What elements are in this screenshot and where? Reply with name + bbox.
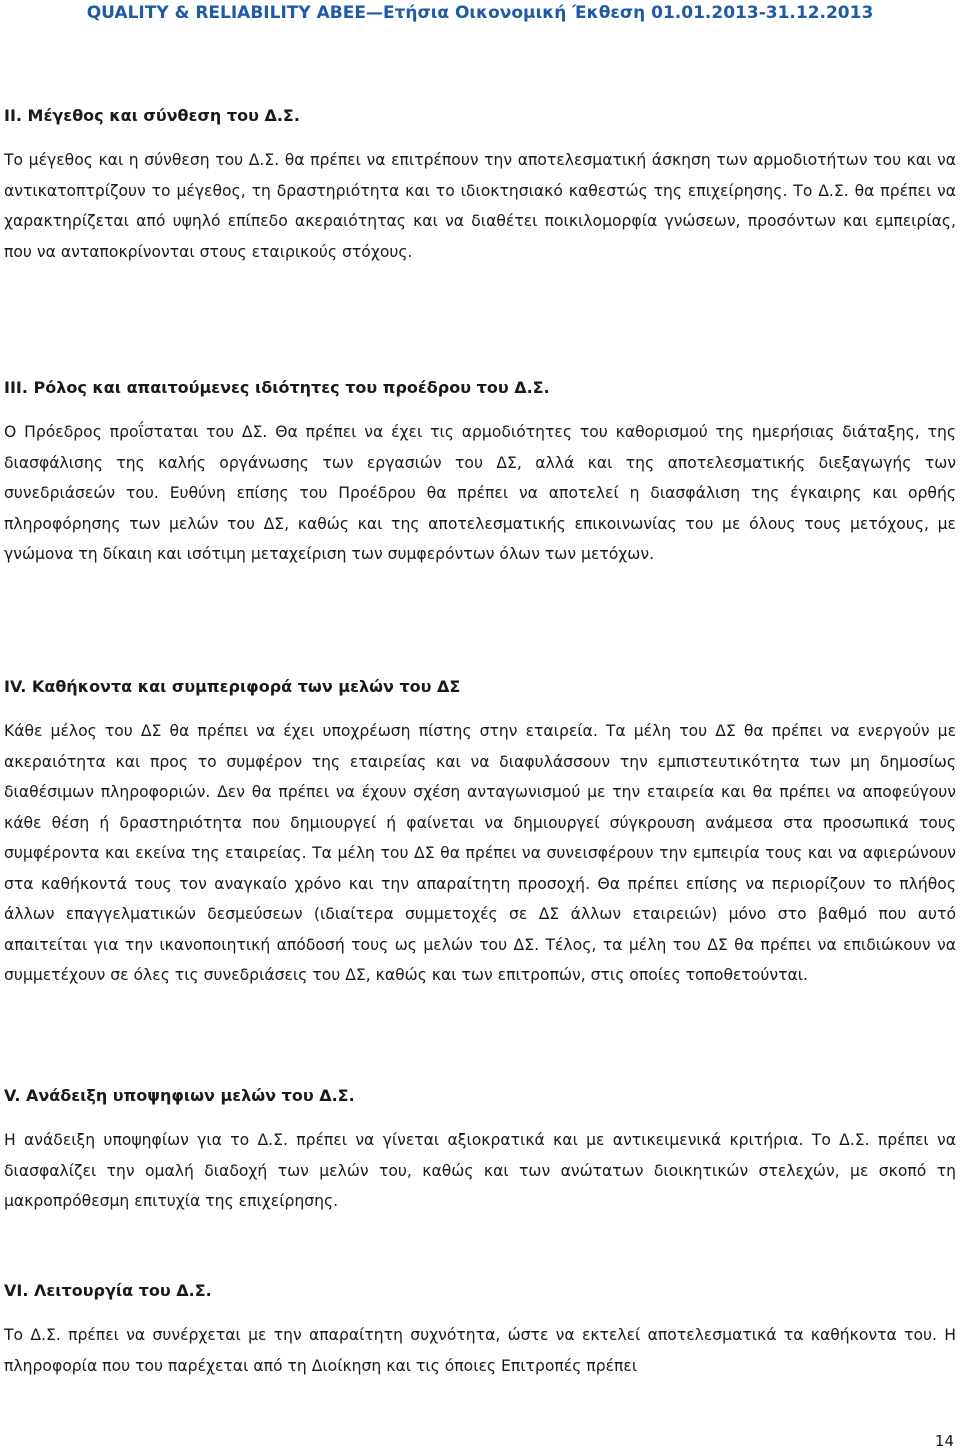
section-heading: V. Ανάδειξη υποψηφιων μελών του Δ.Σ. <box>4 1086 355 1105</box>
section-heading: IV. Καθήκοντα και συμπεριφορά των μελών του ΔΣ <box>4 677 461 696</box>
section-member-duties <box>4 677 956 991</box>
section-candidate-nomination <box>4 1086 956 1217</box>
section-heading: VI. Λειτουργία του Δ.Σ. <box>4 1281 212 1300</box>
section-board-operation <box>4 1281 956 1381</box>
page-number: 14 <box>934 1432 954 1450</box>
section-chairman-role <box>4 378 956 570</box>
section-heading: II. Μέγεθος και σύνθεση του Δ.Σ. <box>4 106 300 125</box>
section-paragraph: Κάθε μέλος του ΔΣ θα πρέπει να έχει υποχρέωση πίστης στην εταιρεία. Τα μέλη του ΔΣ θα πρέπει να ενεργούν με ακεραιότητα και προς το συμφέρον της εταιρείας και να διαφυλάσσουν την εμπιστευτικότητα των μη δημοσίως διαθέσιμων πληροφοριών. Δεν θα πρέπει να έχουν σχέση ανταγωνισμού με την εταιρεία και θα πρέπει να αποφεύγουν κάθε θέση ή δραστηριότητα που δημιουργεί ή φαίνεται να δημιουργεί σύγκρουση ανάμεσα στα προσωπικά τους συμφέροντα και εκείνα της εταιρείας. Τα μέλη του ΔΣ θα πρέπει να συνεισφέρουν την εμπειρία τους και να αφιερώνουν στα καθήκοντά τους τον αναγκαίο χρόνο και την απαραίτητη προσοχή. Θα πρέπει επίσης να περιορίζουν το πλήθος άλλων επαγγελματικών δεσμεύσεων (ιδιαίτερα συμμετοχές σε ΔΣ άλλων εταιρειών) μόνο στο βαθμό που αυτό απαιτείται για την ικανοποιητική απόδοσή τους ως μελών του ΔΣ. Τέλος, τα μέλη του ΔΣ θα πρέπει να επιδιώκουν να συμμετέχουν σε όλες τις συνεδριάσεις του ΔΣ, καθώς και των επιτροπών, στις οποίες τοποθετούνται. <box>4 722 956 984</box>
section-paragraph: Το Δ.Σ. πρέπει να συνέρχεται με την απαραίτητη συχνότητα, ώστε να εκτελεί αποτελεσματικά τα καθήκοντα του. Η πληροφορία που του παρέχεται από τη Διοίκηση και τις όποιες Επιτροπές πρέπει <box>4 1326 956 1375</box>
section-paragraph: Ο Πρόεδρος προΐσταται του ΔΣ. Θα πρέπει να έχει τις αρμοδιότητες του καθορισμού της ημερήσιας διάταξης, της διασφάλισης της καλής οργάνωσης των εργασιών του ΔΣ, αλλά και της αποτελεσματικής διεξαγωγής των συνεδριάσεών του. Ευθύνη επίσης του Προέδρου θα πρέπει να αποτελεί η διασφάλιση της έγκαιρης και ορθής πληροφόρησης των μελών του ΔΣ, καθώς και της αποτελεσματικής επικοινωνίας του με όλους τους μετόχους, με γνώμονα τη δίκαιη και ισότιμη μεταχείριση των συμφερόντων όλων των μετόχων. <box>4 423 956 563</box>
section-board-size <box>4 106 956 267</box>
document-header-title: QUALITY & RELIABILITY ABEE—Ετήσια Οικονομική Έκθεση 01.01.2013-31.12.2013 <box>86 3 874 23</box>
section-heading: III. Ρόλος και απαιτούμενες ιδιότητες του προέδρου του Δ.Σ. <box>4 378 550 397</box>
section-paragraph: Η ανάδειξη υποψηφίων για το Δ.Σ. πρέπει να γίνεται αξιοκρατικά και με αντικειμενικά κριτήρια. Το Δ.Σ. πρέπει να διασφαλίζει την ομαλή διαδοχή των μελών του, καθώς και των ανώτατων διοικητικών στελεχών, με σκοπό τη μακροπρόθεσμη επιτυχία της επιχείρησης. <box>4 1131 956 1210</box>
section-paragraph: Το μέγεθος και η σύνθεση του Δ.Σ. θα πρέπει να επιτρέπουν την αποτελεσματική άσκηση των αρμοδιοτήτων του και να αντικατοπτρίζουν το μέγεθος, τη δραστηριότητα και το ιδιοκτησιακό καθεστώς της επιχείρησης. Το Δ.Σ. θα πρέπει να χαρακτηρίζεται από υψηλό επίπεδο ακεραιότητας και να διαθέτει ποικιλομορφία γνώσεων, προσόντων και εμπειρίας, που να ανταποκρίνονται στους εταιρικούς στόχους. <box>4 151 956 261</box>
